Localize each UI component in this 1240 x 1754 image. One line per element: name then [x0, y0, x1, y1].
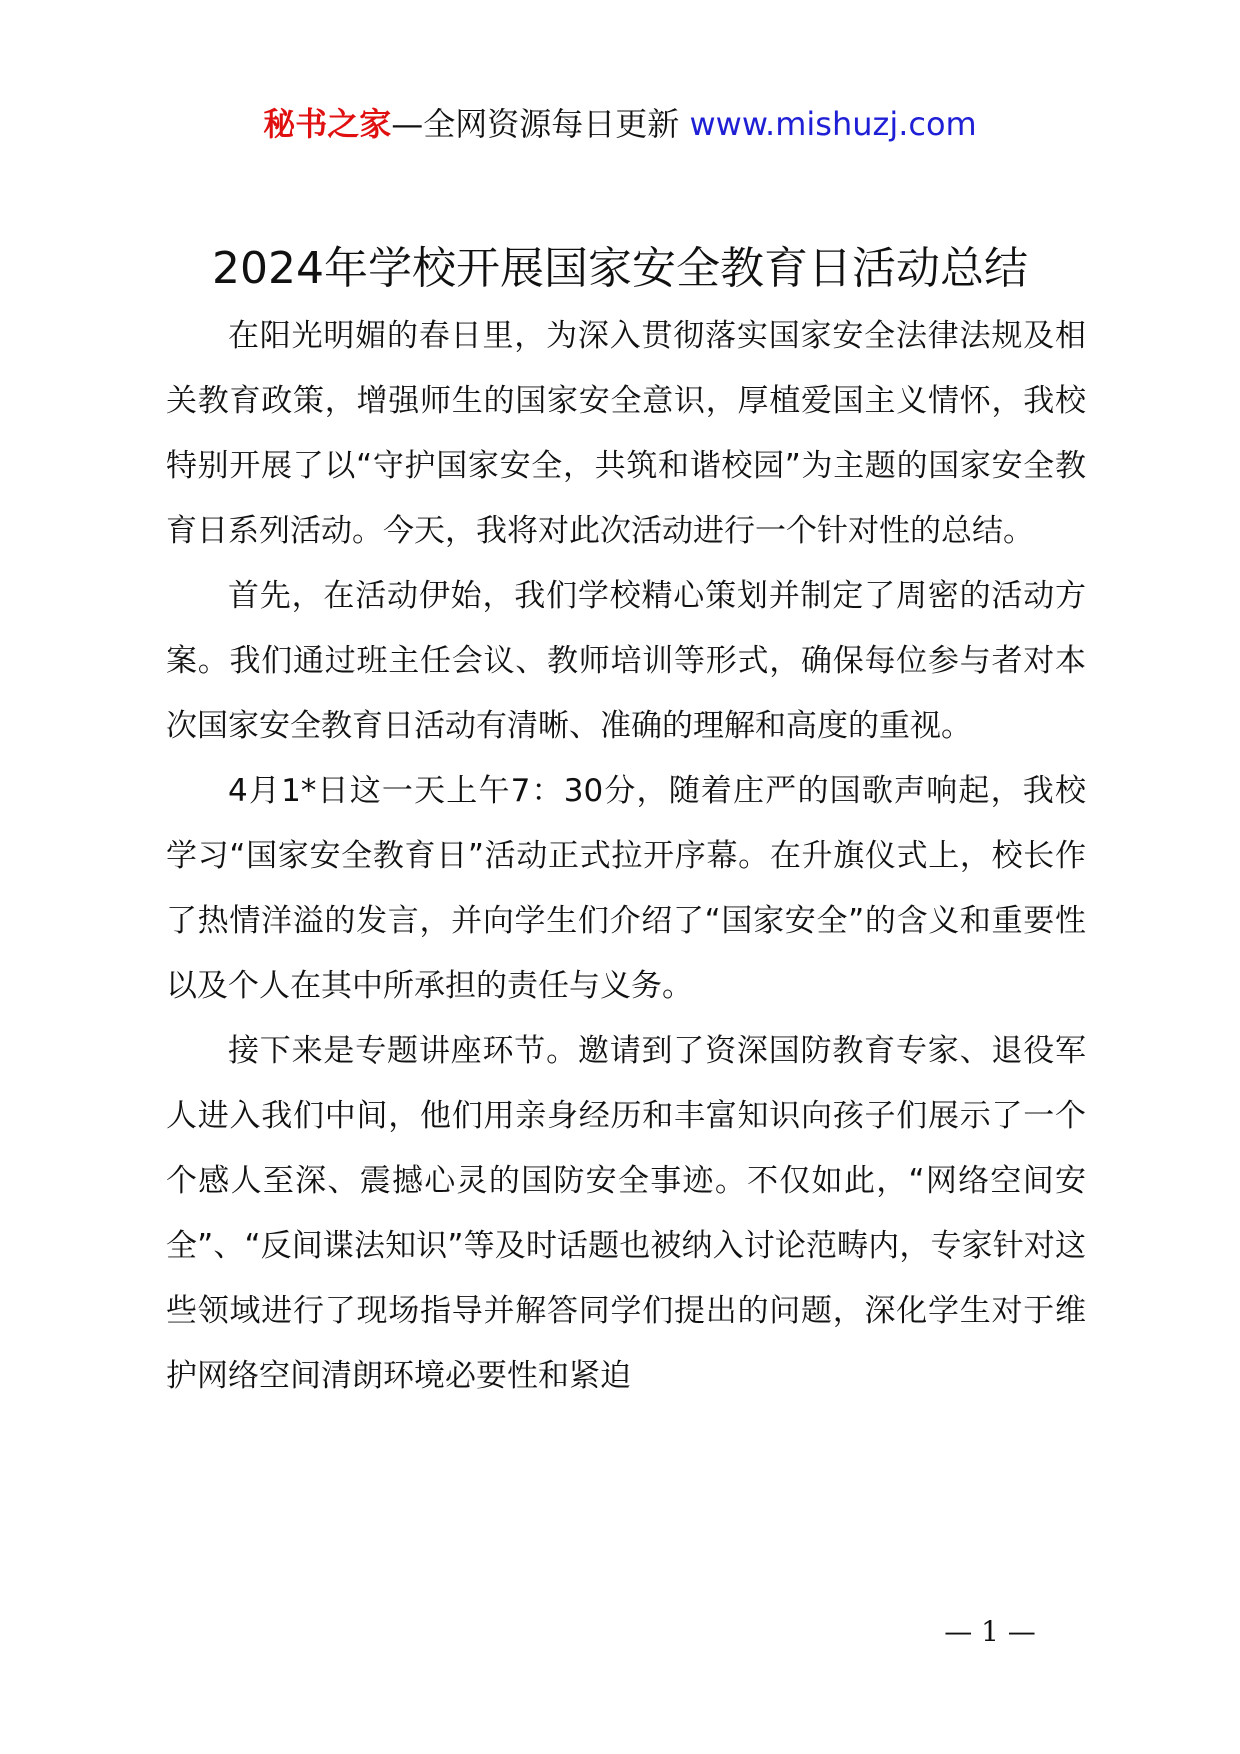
- site-header: [0, 102, 1240, 146]
- page-number: — 1 —: [944, 1615, 1036, 1648]
- site-brand: 秘书之家: [263, 105, 392, 143]
- body-paragraph: 4月1*日这一天上午7：30分，随着庄严的国歌声响起，我校学习“国家安全教育日”活动正式拉开序幕。在升旗仪式上，校长作了热情洋溢的发言，并向学生们介绍了“国家安全”的含义和重要性以及个人在其中所承担的责任与义务。: [166, 773, 1086, 1004]
- document-body: [166, 304, 1086, 1409]
- site-tagline: —全网资源每日更新: [391, 105, 680, 143]
- document-title: 2024年学校开展国家安全教育日活动总结: [212, 243, 1028, 294]
- body-paragraph: 接下来是专题讲座环节。邀请到了资深国防教育专家、退役军人进入我们中间，他们用亲身经历和丰富知识向孩子们展示了一个个感人至深、震撼心灵的国防安全事迹。不仅如此，“网络空间安全”、“反间谍法知识”等及时话题也被纳入讨论范畴内，专家针对这些领域进行了现场指导并解答同学们提出的问题，深化学生对于维护网络空间清朗环境必要性和紧迫: [166, 1033, 1086, 1394]
- site-url-link[interactable]: www.mishuzj.com: [689, 105, 977, 143]
- body-paragraph: 在阳光明媚的春日里，为深入贯彻落实国家安全法律法规及相关教育政策，增强师生的国家安全意识，厚植爱国主义情怀，我校特别开展了以“守护国家安全，共筑和谐校园”为主题的国家安全教育日系列活动。今天，我将对此次活动进行一个针对性的总结。: [166, 318, 1086, 549]
- body-paragraph: 首先，在活动伊始，我们学校精心策划并制定了周密的活动方案。我们通过班主任会议、教师培训等形式，确保每位参与者对本次国家安全教育日活动有清晰、准确的理解和高度的重视。: [166, 578, 1086, 744]
